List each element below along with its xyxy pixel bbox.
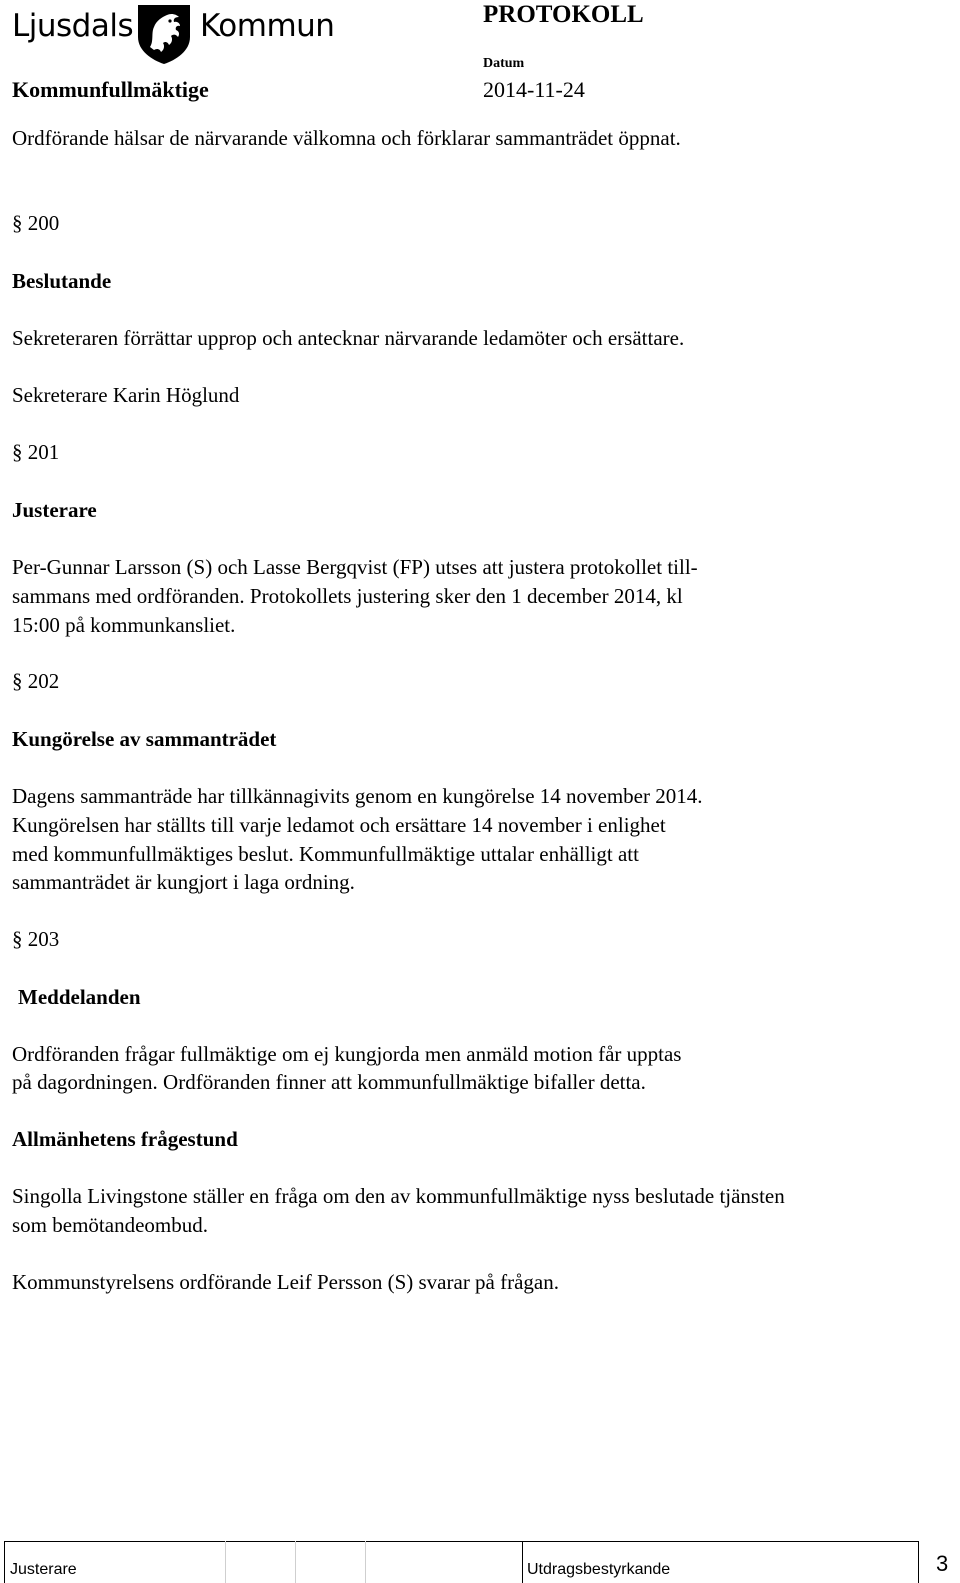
section-202-number: 202: [27, 669, 60, 693]
body-name: Kommunfullmäktige: [12, 77, 209, 102]
logo-text-right: Kommun: [200, 8, 335, 44]
footer-right-label: Utdragsbestyrkande: [527, 1561, 671, 1578]
section-sign: §: [12, 440, 23, 464]
section-sign: §: [12, 927, 23, 951]
section-203-number: 203: [27, 927, 60, 951]
public-question-line: Singolla Livingstone ställer en fråga om den av kommunfullmäktige nyss beslutade tjänsten: [12, 1184, 785, 1208]
section-sign: §: [12, 211, 23, 235]
logo-text-left: Ljusdals: [12, 8, 134, 44]
footer-left-label: Justerare: [10, 1561, 77, 1578]
section-200-number: 200: [27, 211, 60, 235]
paragraph-number: [12, 438, 59, 467]
footer-divider: [918, 1541, 919, 1583]
section-202-line: sammanträdet är kungjort i laga ordning.: [12, 870, 355, 894]
section-203-title: Meddelanden: [18, 985, 141, 1009]
footer-divider: [4, 1541, 5, 1583]
intro-text: Ordförande hälsar de närvarande välkomna och förklarar sammanträdet öppnat.: [12, 126, 681, 150]
paragraph-number: [12, 209, 59, 238]
document-type: PROTOKOLL: [483, 1, 644, 28]
section-201-line: 15:00 på kommunkansliet.: [12, 613, 236, 637]
footer-divider: [295, 1541, 296, 1583]
section-202-line: med kommunfullmäktiges beslut. Kommunfullmäktige uttalar enhälligt att: [12, 842, 639, 866]
section-201-number: 201: [27, 440, 60, 464]
section-200-line: Sekreterare Karin Höglund: [12, 383, 240, 407]
section-201-line: Per-Gunnar Larsson (S) och Lasse Bergqvist (FP) utses att justera protokollet till-: [12, 555, 698, 579]
page-number: 3: [936, 1551, 949, 1576]
public-question-line: som bemötandeombud.: [12, 1213, 208, 1237]
section-202-line: Kungörelsen har ställts till varje ledamot och ersättare 14 november i enlighet: [12, 813, 666, 837]
section-203-line: Ordföranden frågar fullmäktige om ej kungjorda men anmäld motion får upptas: [12, 1042, 682, 1066]
public-question-title: Allmänhetens frågestund: [12, 1127, 238, 1151]
section-200-line: Sekreteraren förrättar upprop och antecknar närvarande ledamöter och ersättare.: [12, 326, 685, 350]
section-201-line: sammans med ordföranden. Protokollets justering sker den 1 december 2014, kl: [12, 584, 683, 608]
heraldic-shield-icon: [136, 3, 192, 65]
footer-rule: [4, 1541, 919, 1542]
paragraph-number: [12, 667, 59, 696]
section-202-title: Kungörelse av sammanträdet: [12, 727, 277, 751]
section-202-line: Dagens sammanträde har tillkännagivits genom en kungörelse 14 november 2014.: [12, 784, 703, 808]
footer-divider: [365, 1541, 366, 1583]
public-question-answer: Kommunstyrelsens ordförande Leif Persson (S) svarar på frågan.: [12, 1270, 560, 1294]
date-value: 2014-11-24: [483, 77, 585, 102]
footer-divider: [522, 1541, 523, 1583]
paragraph-number: [12, 925, 59, 954]
section-201-title: Justerare: [12, 498, 97, 522]
section-sign: §: [12, 669, 23, 693]
section-203-line: på dagordningen. Ordföranden finner att kommunfullmäktige bifaller detta.: [12, 1070, 646, 1094]
footer-divider: [225, 1541, 226, 1583]
date-label: Datum: [483, 56, 525, 71]
section-200-title: Beslutande: [12, 269, 112, 293]
